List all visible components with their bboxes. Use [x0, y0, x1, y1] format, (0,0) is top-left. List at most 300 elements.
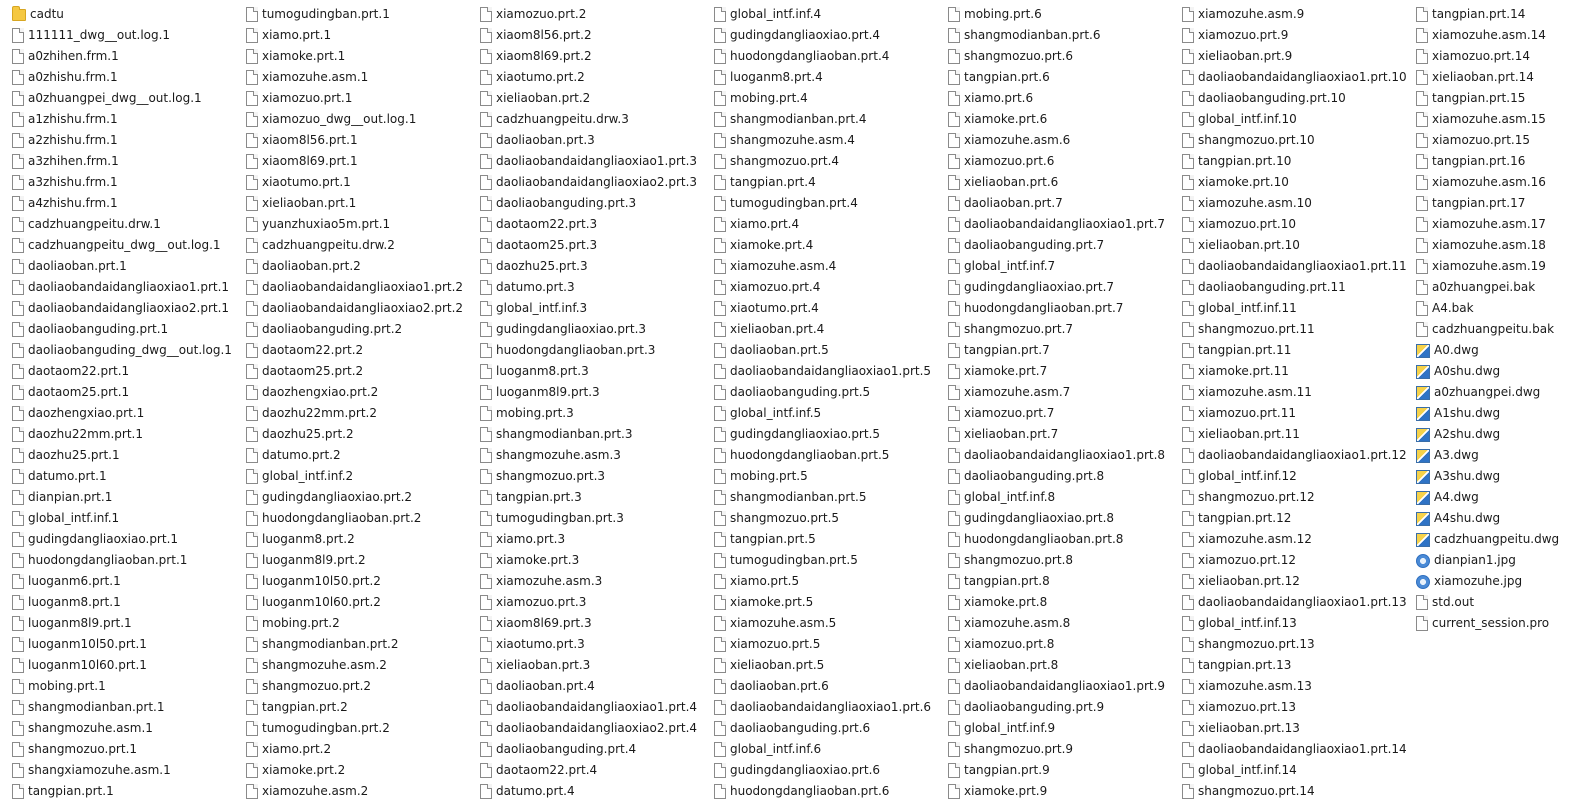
file-icon [714, 28, 726, 43]
file-item[interactable] [710, 109, 931, 130]
file-item[interactable] [476, 508, 697, 529]
file-item[interactable] [710, 424, 931, 445]
file-item[interactable] [242, 655, 463, 676]
file-item[interactable] [1178, 130, 1407, 151]
file-icon [714, 112, 726, 127]
file-name: xiamoke.prt.1 [262, 49, 346, 63]
file-item[interactable] [1412, 319, 1559, 340]
file-item[interactable] [710, 235, 931, 256]
file-item[interactable] [242, 172, 463, 193]
file-item[interactable] [710, 25, 931, 46]
file-item[interactable] [476, 550, 697, 571]
file-icon [714, 448, 726, 463]
file-item[interactable] [8, 592, 232, 613]
file-item[interactable] [476, 613, 697, 634]
file-item[interactable] [1412, 256, 1559, 277]
file-name: shangmozuo.prt.6 [964, 49, 1074, 63]
file-item[interactable] [242, 193, 463, 214]
file-item[interactable] [710, 781, 931, 802]
file-item[interactable] [476, 697, 697, 718]
file-item[interactable] [8, 172, 232, 193]
file-item[interactable] [8, 361, 232, 382]
file-name: daotaom25.prt.1 [28, 385, 130, 399]
file-icon [714, 553, 726, 568]
file-item[interactable] [242, 676, 463, 697]
file-item[interactable] [1178, 655, 1407, 676]
file-item[interactable] [1412, 487, 1559, 508]
file-item[interactable] [1178, 634, 1407, 655]
file-item[interactable] [476, 214, 697, 235]
file-item[interactable] [1178, 214, 1407, 235]
file-item[interactable] [944, 676, 1165, 697]
file-item[interactable] [242, 445, 463, 466]
file-item[interactable] [1178, 697, 1407, 718]
file-icon [480, 637, 492, 652]
file-item[interactable] [242, 25, 463, 46]
file-item[interactable] [8, 340, 232, 361]
file-item[interactable] [944, 634, 1165, 655]
file-item[interactable] [944, 529, 1165, 550]
file-item[interactable] [8, 466, 232, 487]
file-item[interactable] [242, 214, 463, 235]
file-item[interactable] [242, 340, 463, 361]
file-item[interactable] [476, 88, 697, 109]
file-item[interactable] [8, 298, 232, 319]
file-icon [714, 616, 726, 631]
file-item[interactable] [1412, 361, 1559, 382]
file-item[interactable] [1178, 424, 1407, 445]
file-item[interactable] [476, 592, 697, 613]
file-item[interactable] [710, 172, 931, 193]
file-item[interactable] [242, 382, 463, 403]
file-item[interactable] [944, 4, 1165, 25]
file-item[interactable] [476, 25, 697, 46]
file-icon [12, 784, 24, 799]
file-item[interactable] [242, 319, 463, 340]
file-item[interactable] [710, 739, 931, 760]
file-item[interactable] [1412, 382, 1559, 403]
file-item[interactable] [1412, 340, 1559, 361]
file-item[interactable] [8, 151, 232, 172]
file-item[interactable] [710, 466, 931, 487]
file-item[interactable] [1178, 403, 1407, 424]
file-item[interactable] [944, 487, 1165, 508]
file-item[interactable] [944, 613, 1165, 634]
file-item[interactable] [1178, 277, 1407, 298]
file-icon [246, 763, 258, 778]
file-item[interactable] [242, 529, 463, 550]
file-item[interactable] [8, 697, 232, 718]
file-item[interactable] [944, 571, 1165, 592]
file-item[interactable] [1412, 298, 1559, 319]
file-item[interactable] [476, 760, 697, 781]
file-item[interactable] [1412, 214, 1559, 235]
file-item[interactable] [1178, 613, 1407, 634]
file-name: xiamozuhe.asm.2 [262, 784, 369, 798]
file-item[interactable] [8, 25, 232, 46]
file-item[interactable] [944, 298, 1165, 319]
file-item[interactable] [1178, 487, 1407, 508]
file-name: xieliaoban.prt.1 [262, 196, 357, 210]
file-item[interactable] [476, 571, 697, 592]
file-icon [480, 448, 492, 463]
file-item[interactable] [710, 319, 931, 340]
file-item[interactable] [242, 550, 463, 571]
file-item[interactable] [8, 634, 232, 655]
file-item[interactable] [710, 151, 931, 172]
file-name: A1shu.dwg [1434, 406, 1501, 420]
file-item[interactable] [8, 67, 232, 88]
file-item[interactable] [944, 25, 1165, 46]
file-item[interactable] [1412, 25, 1559, 46]
file-item[interactable] [1412, 172, 1559, 193]
file-item[interactable] [1412, 550, 1559, 571]
file-item[interactable] [710, 382, 931, 403]
file-icon [948, 448, 960, 463]
file-item[interactable] [1412, 88, 1559, 109]
file-item[interactable] [8, 781, 232, 802]
file-item[interactable] [476, 676, 697, 697]
file-item[interactable] [1178, 25, 1407, 46]
file-item[interactable] [1178, 256, 1407, 277]
file-item[interactable] [8, 739, 232, 760]
file-item[interactable] [710, 634, 931, 655]
file-item[interactable] [242, 403, 463, 424]
file-item[interactable] [1412, 67, 1559, 88]
file-item[interactable] [8, 193, 232, 214]
file-item[interactable] [476, 529, 697, 550]
file-item[interactable] [242, 235, 463, 256]
file-item[interactable] [1178, 571, 1407, 592]
file-item[interactable] [944, 340, 1165, 361]
file-item[interactable] [1178, 319, 1407, 340]
file-item[interactable] [1412, 613, 1559, 634]
file-item[interactable] [710, 340, 931, 361]
file-item[interactable] [8, 571, 232, 592]
file-item[interactable] [242, 130, 463, 151]
file-item[interactable] [476, 718, 697, 739]
file-item[interactable] [1178, 151, 1407, 172]
file-icon [948, 133, 960, 148]
file-item[interactable] [710, 361, 931, 382]
file-item[interactable] [476, 424, 697, 445]
file-name: A4.bak [1432, 301, 1474, 315]
file-item[interactable] [242, 508, 463, 529]
file-item[interactable] [8, 445, 232, 466]
file-item[interactable] [710, 613, 931, 634]
dwg-icon [1416, 344, 1430, 358]
file-item[interactable] [8, 46, 232, 67]
file-item[interactable] [8, 235, 232, 256]
file-item[interactable] [476, 298, 697, 319]
file-item[interactable] [476, 277, 697, 298]
file-item[interactable] [1412, 151, 1559, 172]
file-item[interactable] [476, 319, 697, 340]
file-item[interactable] [944, 361, 1165, 382]
file-item[interactable] [242, 298, 463, 319]
file-icon [714, 658, 726, 673]
file-item[interactable] [944, 67, 1165, 88]
file-item[interactable] [476, 4, 697, 25]
file-item[interactable] [710, 592, 931, 613]
file-item[interactable] [944, 151, 1165, 172]
file-item[interactable] [1412, 193, 1559, 214]
file-item[interactable] [1178, 760, 1407, 781]
file-item[interactable] [710, 214, 931, 235]
file-item[interactable] [242, 718, 463, 739]
file-item[interactable] [242, 487, 463, 508]
file-item[interactable] [1178, 781, 1407, 802]
file-item[interactable] [710, 508, 931, 529]
file-item[interactable] [242, 697, 463, 718]
file-item[interactable] [476, 235, 697, 256]
file-item[interactable] [8, 214, 232, 235]
file-item[interactable] [710, 193, 931, 214]
file-item[interactable] [944, 592, 1165, 613]
file-item[interactable] [8, 487, 232, 508]
file-item[interactable] [1178, 4, 1407, 25]
file-item[interactable] [476, 403, 697, 424]
file-item[interactable] [710, 67, 931, 88]
file-item[interactable] [1412, 466, 1559, 487]
file-item[interactable] [944, 46, 1165, 67]
file-item[interactable] [710, 445, 931, 466]
file-item[interactable] [476, 340, 697, 361]
file-item[interactable] [8, 130, 232, 151]
file-item[interactable] [1412, 4, 1559, 25]
file-item[interactable] [1412, 277, 1559, 298]
file-item[interactable] [476, 466, 697, 487]
file-item[interactable] [8, 4, 232, 25]
file-item[interactable] [1178, 109, 1407, 130]
file-name: datumo.prt.4 [496, 784, 575, 798]
file-icon [1416, 301, 1428, 316]
file-item[interactable] [1178, 676, 1407, 697]
file-name: huodongdangliaoban.prt.6 [730, 784, 890, 798]
file-item[interactable] [1178, 382, 1407, 403]
file-item[interactable] [8, 508, 232, 529]
file-item[interactable] [242, 613, 463, 634]
file-item[interactable] [242, 361, 463, 382]
file-item[interactable] [944, 109, 1165, 130]
file-item[interactable] [242, 151, 463, 172]
file-item[interactable] [944, 697, 1165, 718]
file-item[interactable] [8, 88, 232, 109]
file-icon [480, 259, 492, 274]
file-item[interactable] [1412, 46, 1559, 67]
file-icon [480, 28, 492, 43]
file-item[interactable] [476, 382, 697, 403]
file-item[interactable] [944, 739, 1165, 760]
file-item[interactable] [944, 277, 1165, 298]
file-name: daozhu22mm.prt.1 [28, 427, 143, 441]
file-item[interactable] [1178, 193, 1407, 214]
file-item[interactable] [944, 193, 1165, 214]
file-item[interactable] [944, 235, 1165, 256]
file-item[interactable] [8, 109, 232, 130]
file-item[interactable] [1412, 109, 1559, 130]
file-item[interactable] [944, 550, 1165, 571]
file-item[interactable] [944, 130, 1165, 151]
file-item[interactable] [1178, 718, 1407, 739]
file-item[interactable] [944, 256, 1165, 277]
file-item[interactable] [710, 718, 931, 739]
file-item[interactable] [944, 172, 1165, 193]
file-item[interactable] [944, 781, 1165, 802]
file-item[interactable] [710, 130, 931, 151]
file-item[interactable] [242, 634, 463, 655]
file-item[interactable] [944, 88, 1165, 109]
file-item[interactable] [1178, 46, 1407, 67]
file-item[interactable] [710, 403, 931, 424]
file-item[interactable] [1178, 361, 1407, 382]
file-item[interactable] [476, 193, 697, 214]
file-icon [714, 217, 726, 232]
file-name: xiamo.prt.4 [730, 217, 800, 231]
file-item[interactable] [476, 256, 697, 277]
file-item[interactable] [944, 718, 1165, 739]
file-item[interactable] [710, 697, 931, 718]
file-item[interactable] [8, 319, 232, 340]
file-item[interactable] [1178, 466, 1407, 487]
file-item[interactable] [1412, 130, 1559, 151]
file-item[interactable] [476, 67, 697, 88]
file-item[interactable] [242, 571, 463, 592]
file-item[interactable] [944, 445, 1165, 466]
file-item[interactable] [8, 382, 232, 403]
file-item[interactable] [710, 277, 931, 298]
file-item[interactable] [944, 466, 1165, 487]
file-item[interactable] [710, 655, 931, 676]
file-item[interactable] [476, 445, 697, 466]
file-item[interactable] [8, 256, 232, 277]
file-item[interactable] [476, 487, 697, 508]
file-item[interactable] [1178, 445, 1407, 466]
file-item[interactable] [1412, 403, 1559, 424]
file-item[interactable] [8, 760, 232, 781]
file-item[interactable] [476, 109, 697, 130]
file-item[interactable] [1412, 571, 1559, 592]
file-name: xiaom8l69.prt.1 [262, 154, 358, 168]
file-item[interactable] [242, 424, 463, 445]
file-item[interactable] [710, 550, 931, 571]
file-item[interactable] [1178, 88, 1407, 109]
file-item[interactable] [476, 172, 697, 193]
file-item[interactable] [710, 256, 931, 277]
file-name: xiamozuo.prt.6 [964, 154, 1055, 168]
file-item[interactable] [944, 424, 1165, 445]
file-item[interactable] [1412, 508, 1559, 529]
file-item[interactable] [8, 403, 232, 424]
file-item[interactable] [242, 739, 463, 760]
file-item[interactable] [710, 298, 931, 319]
file-item[interactable] [710, 529, 931, 550]
file-item[interactable] [8, 613, 232, 634]
file-icon [12, 763, 24, 778]
file-item[interactable] [1412, 592, 1559, 613]
file-item[interactable] [944, 760, 1165, 781]
file-icon [1182, 784, 1194, 799]
file-item[interactable] [476, 634, 697, 655]
file-item[interactable] [710, 487, 931, 508]
file-item[interactable] [1178, 67, 1407, 88]
file-item[interactable] [710, 760, 931, 781]
file-item[interactable] [242, 109, 463, 130]
file-item[interactable] [242, 4, 463, 25]
file-icon [480, 595, 492, 610]
file-icon [1182, 742, 1194, 757]
file-name: gudingdangliaoxiao.prt.1 [28, 532, 179, 546]
file-item[interactable] [944, 508, 1165, 529]
file-item[interactable] [476, 655, 697, 676]
file-item[interactable] [242, 88, 463, 109]
file-item[interactable] [476, 46, 697, 67]
file-item[interactable] [1178, 298, 1407, 319]
file-name: daotaom25.prt.2 [262, 364, 364, 378]
file-item[interactable] [1178, 508, 1407, 529]
file-item[interactable] [1178, 592, 1407, 613]
file-item[interactable] [1178, 235, 1407, 256]
file-item[interactable] [944, 214, 1165, 235]
file-item[interactable] [8, 718, 232, 739]
file-item[interactable] [476, 781, 697, 802]
file-item[interactable] [710, 4, 931, 25]
file-icon [948, 511, 960, 526]
file-item[interactable] [1178, 340, 1407, 361]
file-item[interactable] [1412, 445, 1559, 466]
file-item[interactable] [944, 655, 1165, 676]
file-item[interactable] [1178, 529, 1407, 550]
file-item[interactable] [8, 550, 232, 571]
file-item[interactable] [710, 571, 931, 592]
file-item[interactable] [8, 277, 232, 298]
file-item[interactable] [242, 67, 463, 88]
file-item[interactable] [242, 277, 463, 298]
file-name: a2zhishu.frm.1 [28, 133, 118, 147]
file-item[interactable] [242, 256, 463, 277]
file-name: current_session.pro [1432, 616, 1550, 630]
file-item[interactable] [1412, 235, 1559, 256]
file-item[interactable] [242, 781, 463, 802]
file-item[interactable] [8, 655, 232, 676]
file-item[interactable] [710, 676, 931, 697]
file-item[interactable] [8, 424, 232, 445]
file-item[interactable] [476, 361, 697, 382]
file-item[interactable] [710, 88, 931, 109]
file-icon [480, 196, 492, 211]
file-item[interactable] [1178, 550, 1407, 571]
file-item[interactable] [944, 403, 1165, 424]
file-item[interactable] [1412, 529, 1559, 550]
file-item[interactable] [710, 46, 931, 67]
file-icon [480, 700, 492, 715]
file-item[interactable] [8, 529, 232, 550]
file-item[interactable] [476, 130, 697, 151]
file-item[interactable] [944, 382, 1165, 403]
file-item[interactable] [1178, 172, 1407, 193]
file-item[interactable] [1412, 424, 1559, 445]
file-item[interactable] [242, 760, 463, 781]
file-item[interactable] [242, 46, 463, 67]
file-item[interactable] [476, 151, 697, 172]
file-item[interactable] [242, 592, 463, 613]
file-icon [246, 448, 258, 463]
file-item[interactable] [8, 676, 232, 697]
file-item[interactable] [944, 319, 1165, 340]
file-item[interactable] [1178, 739, 1407, 760]
file-item[interactable] [242, 466, 463, 487]
file-item[interactable] [476, 739, 697, 760]
